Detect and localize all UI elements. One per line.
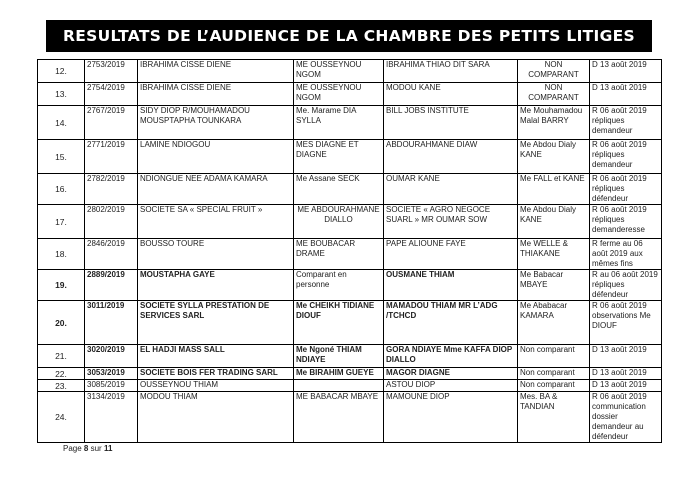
defendant-lawyer: Me Ababacar KAMARA — [518, 301, 590, 345]
defendant: IBRAHIMA THIAO DIT SARA — [384, 60, 518, 83]
table-row — [38, 60, 662, 83]
result: R 06 août 2019 observations Me DIOUF — [590, 301, 662, 345]
plaintiff-lawyer: Me Assane SECK — [294, 174, 384, 205]
page-title-banner — [46, 20, 652, 52]
case-reference: 3134/2019 — [85, 392, 138, 443]
row-number: 17. — [38, 205, 85, 239]
table-row — [38, 380, 662, 392]
plaintiff: BOUSSO TOURE — [138, 239, 294, 270]
page-footer — [63, 444, 112, 453]
defendant: SOCIETE « AGRO NEGOCE SUARL » MR OUMAR SOW — [384, 205, 518, 239]
plaintiff-lawyer: Me BIRAHIM GUEYE — [294, 368, 384, 380]
plaintiff-lawyer — [294, 380, 384, 392]
table-row — [38, 392, 662, 443]
plaintiff-lawyer: Me. Marame DIA SYLLA — [294, 106, 384, 140]
row-number: 13. — [38, 83, 85, 106]
result: D 13 août 2019 — [590, 380, 662, 392]
plaintiff-lawyer: Comparant en personne — [294, 270, 384, 301]
table-row — [38, 174, 662, 205]
table-row — [38, 140, 662, 174]
plaintiff-lawyer: ME OUSSEYNOU NGOM — [294, 83, 384, 106]
plaintiff: OUSSEYNOU THIAM — [138, 380, 294, 392]
result: R au 06 août 2019 répliques défendeur — [590, 270, 662, 301]
plaintiff: MOUSTAPHA GAYE — [138, 270, 294, 301]
row-number: 21. — [38, 345, 85, 368]
defendant: MAMADOU THIAM MR L’ADG /TCHCD — [384, 301, 518, 345]
plaintiff-lawyer: Me Ngoné THIAM NDIAYE — [294, 345, 384, 368]
table-row — [38, 239, 662, 270]
defendant: OUMAR KANE — [384, 174, 518, 205]
defendant: GORA NDIAYE Mme KAFFA DIOP DIALLO — [384, 345, 518, 368]
defendant-lawyer: NON COMPARANT — [518, 83, 590, 106]
defendant: MAMOUNE DIOP — [384, 392, 518, 443]
result: R 06 août 2019 répliques demandeur — [590, 106, 662, 140]
table-row — [38, 270, 662, 301]
row-number: 16. — [38, 174, 85, 205]
result: D 13 août 2019 — [590, 60, 662, 83]
result: R 06 août 2019 répliques demandeur — [590, 140, 662, 174]
defendant: MODOU KANE — [384, 83, 518, 106]
sur-word: sur — [90, 444, 102, 453]
plaintiff: EL HADJI MASS SALL — [138, 345, 294, 368]
page-number: 8 — [83, 444, 89, 453]
defendant-lawyer: Me Mouhamadou Malal BARRY — [518, 106, 590, 140]
plaintiff: MODOU THIAM — [138, 392, 294, 443]
case-reference: 2753/2019 — [85, 60, 138, 83]
plaintiff-lawyer: ME BABACAR MBAYE — [294, 392, 384, 443]
case-reference: 3053/2019 — [85, 368, 138, 380]
defendant-lawyer: Non comparant — [518, 368, 590, 380]
page-total: 11 — [103, 444, 113, 453]
defendant: BILL JOBS INSTITUTE — [384, 106, 518, 140]
case-reference: 3085/2019 — [85, 380, 138, 392]
result: R 06 août 2019 répliques demanderesse — [590, 205, 662, 239]
defendant-lawyer: Me Abdou Dialy KANE — [518, 205, 590, 239]
row-number: 24. — [38, 392, 85, 443]
defendant-lawyer: Me Abdou Dialy KANE — [518, 140, 590, 174]
case-reference: 3020/2019 — [85, 345, 138, 368]
table-row — [38, 345, 662, 368]
case-reference: 2889/2019 — [85, 270, 138, 301]
table-row — [38, 301, 662, 345]
case-reference: 2754/2019 — [85, 83, 138, 106]
result: D 13 août 2019 — [590, 83, 662, 106]
plaintiff-lawyer: ME ABDOURAHMANE DIALLO — [294, 205, 384, 239]
case-reference: 2802/2019 — [85, 205, 138, 239]
defendant-lawyer: Me FALL et KANE — [518, 174, 590, 205]
row-number: 18. — [38, 239, 85, 270]
result: D 13 août 2019 — [590, 345, 662, 368]
case-reference: 2771/2019 — [85, 140, 138, 174]
row-number: 23. — [38, 380, 85, 392]
table-row — [38, 83, 662, 106]
defendant: MAGOR DIAGNE — [384, 368, 518, 380]
plaintiff-lawyer: Me CHEIKH TIDIANE DIOUF — [294, 301, 384, 345]
defendant: ASTOU DIOP — [384, 380, 518, 392]
table-row — [38, 205, 662, 239]
page-word: Page — [63, 444, 82, 453]
defendant-lawyer: Non comparant — [518, 345, 590, 368]
defendant-lawyer: NON COMPARANT — [518, 60, 590, 83]
row-number: 22. — [38, 368, 85, 380]
defendant-lawyer: Me Babacar MBAYE — [518, 270, 590, 301]
plaintiff: SOCIETE SYLLA PRESTATION DE SERVICES SARL — [138, 301, 294, 345]
result: R 06 août 2019 répliques défendeur — [590, 174, 662, 205]
plaintiff: NDIONGUE NEE ADAMA KAMARA — [138, 174, 294, 205]
row-number: 20. — [38, 301, 85, 345]
row-number: 15. — [38, 140, 85, 174]
defendant: PAPE ALIOUNE FAYE — [384, 239, 518, 270]
defendant: ABDOURAHMANE DIAW — [384, 140, 518, 174]
case-reference: 2767/2019 — [85, 106, 138, 140]
result: R 06 août 2019 communication dossier demandeur au défendeur — [590, 392, 662, 443]
case-reference: 2846/2019 — [85, 239, 138, 270]
plaintiff: IBRAHIMA CISSE DIENE — [138, 83, 294, 106]
plaintiff: SIDY DIOP R/MOUHAMADOU MOUSPTAPHA TOUNKARA — [138, 106, 294, 140]
defendant-lawyer: Mes. BA & TANDIAN — [518, 392, 590, 443]
plaintiff-lawyer: ME OUSSEYNOU NGOM — [294, 60, 384, 83]
results-table — [37, 59, 662, 443]
table-row — [38, 368, 662, 380]
case-reference: 3011/2019 — [85, 301, 138, 345]
plaintiff: IBRAHIMA CISSE DIENE — [138, 60, 294, 83]
row-number: 14. — [38, 106, 85, 140]
result: R ferme au 06 août 2019 aux mêmes fins — [590, 239, 662, 270]
table-row — [38, 106, 662, 140]
result: D 13 août 2019 — [590, 368, 662, 380]
plaintiff-lawyer: MES DIAGNE ET DIAGNE — [294, 140, 384, 174]
plaintiff: LAMINE NDIOGOU — [138, 140, 294, 174]
plaintiff: SOCIETE BOIS FER TRADING SARL — [138, 368, 294, 380]
plaintiff: SOCIETE SA « SPECIAL FRUIT » — [138, 205, 294, 239]
defendant-lawyer: Me WELLE & THIAKANE — [518, 239, 590, 270]
defendant: OUSMANE THIAM — [384, 270, 518, 301]
row-number: 19. — [38, 270, 85, 301]
page-title: RESULTATS DE L’AUDIENCE DE LA CHAMBRE DES PETITS LITIGES — [63, 27, 635, 45]
case-reference: 2782/2019 — [85, 174, 138, 205]
plaintiff-lawyer: ME BOUBACAR DRAME — [294, 239, 384, 270]
defendant-lawyer: Non comparant — [518, 380, 590, 392]
row-number: 12. — [38, 60, 85, 83]
